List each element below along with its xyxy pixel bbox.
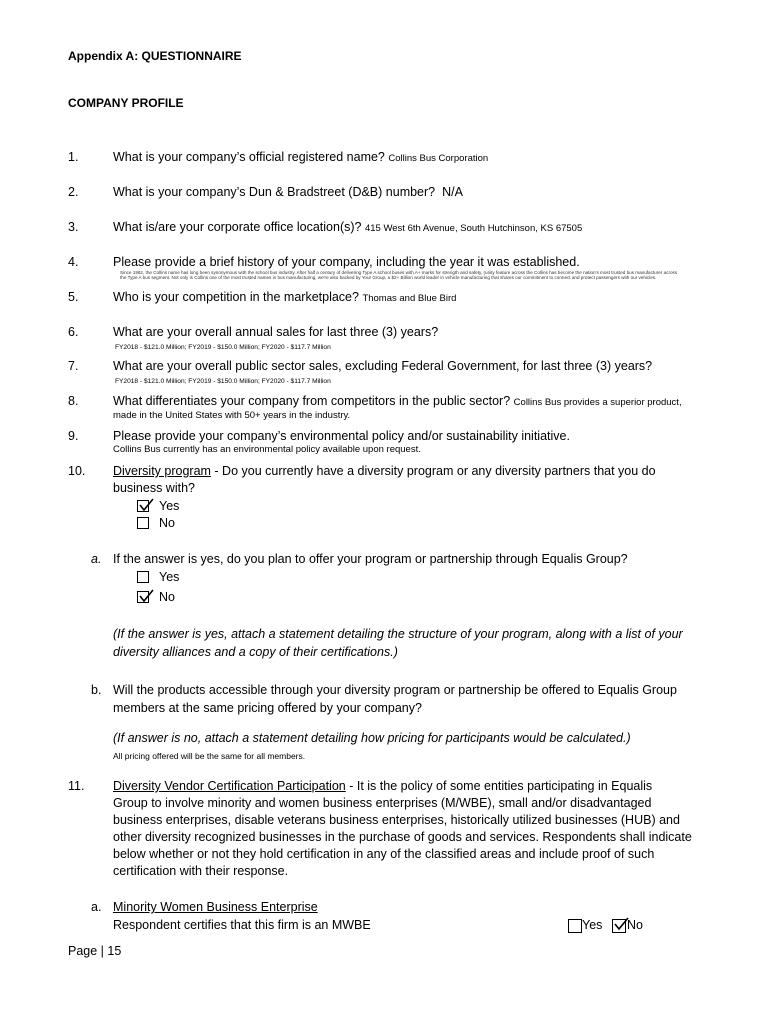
answer-text: made in the United States with 50+ years in the industry. [113, 410, 351, 421]
answer-text: Collins Bus provides a superior product, [513, 397, 682, 408]
question-text: What is your company’s official registered name? Collins Bus Corporation [113, 150, 489, 164]
question-number: 2. [68, 185, 79, 199]
question-number: 7. [68, 359, 79, 373]
question-text: business with? [113, 481, 195, 495]
no-checkbox[interactable] [612, 919, 626, 933]
answer-text: FY2018 - $121.0 Million; FY2019 - $150.0 Million; FY2020 - $117.7 Million [115, 344, 331, 351]
answer-text: 415 West 6th Avenue, South Hutchinson, KS 67505 [364, 223, 583, 234]
answer-text: All pricing offered will be the same for all members. [113, 751, 306, 761]
yes-checkbox[interactable] [568, 919, 582, 933]
yes-checkbox[interactable] [137, 500, 149, 512]
answer-text: Collins Bus Corporation [388, 153, 489, 164]
question-text: Who is your competition in the marketplace? Thomas and Blue Bird [113, 290, 457, 304]
question-number: 1. [68, 150, 79, 164]
instruction-note: diversity alliances and a copy of their certifications.) [113, 645, 398, 659]
question-number: 9. [68, 429, 79, 443]
sub-question-text: Will the products accessible through your diversity program or partnership be offered to Equalis Group [113, 683, 677, 697]
sub-question-heading: Minority Women Business Enterprise [113, 900, 318, 914]
answer-text: N/A [442, 185, 463, 199]
sub-question-letter: a. [91, 552, 102, 566]
option-label: Yes [159, 570, 180, 584]
question-number: 6. [68, 325, 79, 339]
checkmark-icon [138, 589, 154, 604]
option-label: No [627, 918, 643, 932]
instruction-note: (If the answer is yes, attach a statement detailing the structure of your program, along with a list of your [113, 627, 683, 641]
answer-text: Thomas and Blue Bird [362, 293, 457, 304]
paragraph-line: Group to involve minority and women business enterprises (M/WBE), small and/or disadvantaged [113, 796, 652, 810]
question-number: 5. [68, 290, 79, 304]
paragraph-line: certification with their response. [113, 864, 289, 878]
instruction-note: (If answer is no, attach a statement detailing how pricing for participants would be calculated.) [113, 731, 631, 745]
paragraph-line: other diversity recognized businesses in the purchase of goods and services. Respondents shall indicate [113, 830, 692, 844]
answer-text: Collins Bus currently has an environmental policy available upon request. [113, 444, 421, 455]
checkmark-icon [138, 498, 154, 513]
no-checkbox[interactable] [137, 591, 149, 603]
paragraph-line: below whether or not they hold certification in any of the classified areas and include proof of such [113, 847, 655, 861]
answer-text: Since 1962, the Collins name has long been synonymous with the school bus industry. After half a century of delivering Type A school buses with A+ marks for strength and safety, (unity feature across the Collins has become the nation's most trusted bus manufacturer across the Type A bus segment. Not only is Collins one of the most trusted names in bus manufacturing, we're also backed by Your Group, a $2+ Billion world leader in vehicle manufacturing that shares our commitment to connect and protect passengers with our vehicles. [120, 270, 678, 281]
sub-question-letter: a. [91, 900, 102, 914]
question-text: Diversity Vendor Certification Participation - It is the policy of some entities participating in Equalis [113, 779, 653, 793]
question-number: 10. [68, 464, 86, 478]
question-text: Please provide your company’s environmental policy and/or sustainability initiative. [113, 429, 570, 443]
sub-question-text: Respondent certifies that this firm is an MWBE [113, 918, 371, 932]
answer-text: FY2018 - $121.0 Million; FY2019 - $150.0 Million; FY2020 - $117.7 Million [115, 378, 331, 385]
sub-question-text: members at the same pricing offered by your company? [113, 701, 422, 715]
question-number: 8. [68, 394, 79, 408]
option-label: No [159, 590, 175, 604]
paragraph-line: business enterprises, disable veterans business enterprises, historically utilized businesses (HUB) and [113, 813, 680, 827]
option-label: No [159, 516, 175, 530]
yes-checkbox[interactable] [137, 571, 149, 583]
question-text: Diversity program - Do you currently have a diversity program or any diversity partners that you do [113, 464, 656, 478]
question-text: What is your company’s Dun & Bradstreet (D&B) number? N/A [113, 185, 463, 199]
question-number: 3. [68, 220, 79, 234]
question-heading: Diversity program [113, 464, 211, 478]
sub-question-letter: b. [91, 683, 102, 697]
question-text: Please provide a brief history of your company, including the year it was established. [113, 255, 580, 269]
question-number: 11. [68, 779, 85, 793]
question-text: What are your overall annual sales for last three (3) years? [113, 325, 439, 339]
option-label: Yes [582, 918, 603, 932]
section-title: COMPANY PROFILE [68, 96, 184, 110]
sub-question-text: If the answer is yes, do you plan to offer your program or partnership through Equalis Group? [113, 552, 628, 566]
question-text: What are your overall public sector sales, excluding Federal Government, for last three (3) years? [113, 359, 653, 373]
appendix-title: Appendix A: QUESTIONNAIRE [68, 49, 242, 63]
question-text: What is/are your corporate office location(s)? 415 West 6th Avenue, South Hutchinson, KS 67505 [113, 220, 583, 234]
page-number: Page | 15 [68, 944, 122, 958]
option-label: Yes [159, 499, 180, 513]
question-heading: Diversity Vendor Certification Participation [113, 779, 346, 793]
question-number: 4. [68, 255, 79, 269]
no-checkbox[interactable] [137, 517, 149, 529]
question-text: What differentiates your company from competitors in the public sector? Collins Bus provides a superior product, [113, 394, 682, 408]
